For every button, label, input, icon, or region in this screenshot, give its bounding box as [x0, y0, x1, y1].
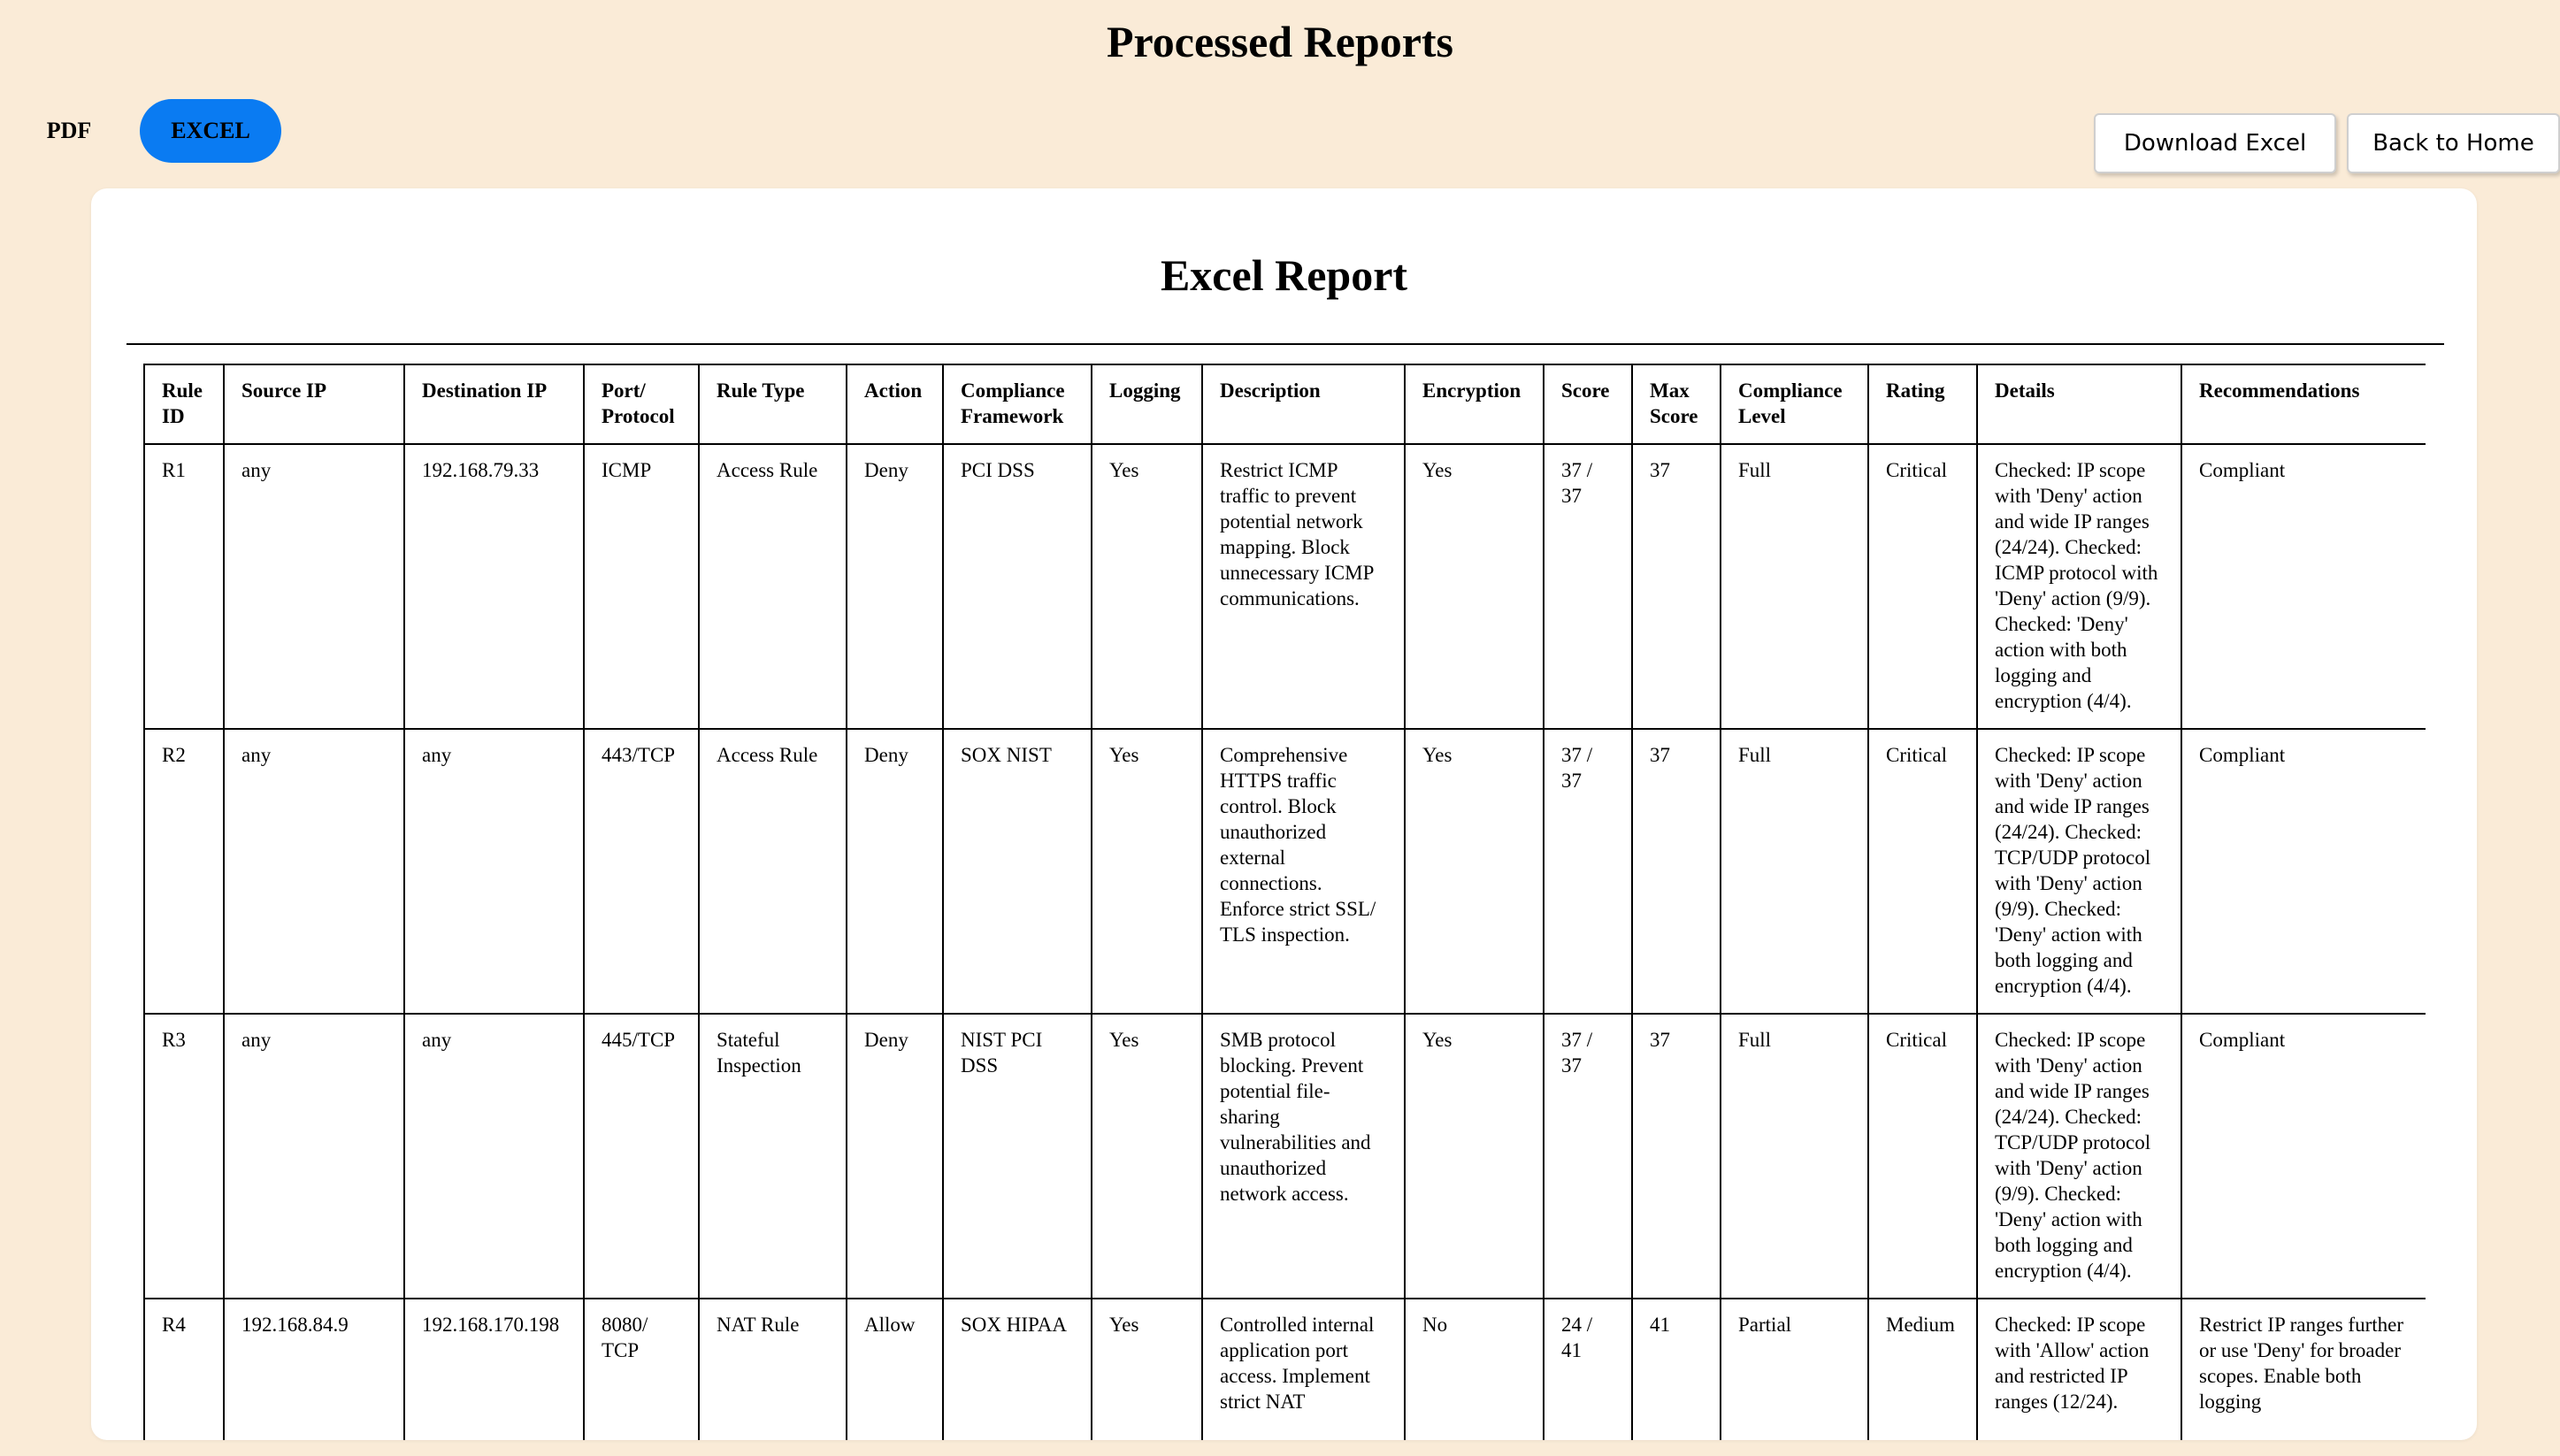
table-cell: Restrict IP ranges further or use 'Deny' for broader scopes. Enable both logging [2181, 1299, 2426, 1440]
heading-divider [126, 343, 2444, 345]
table-cell: ICMP [584, 444, 699, 729]
column-header: Max Score [1632, 364, 1721, 444]
table-cell: Restrict ICMP traffic to prevent potential network mapping. Block unnecessary ICMP communications. [1202, 444, 1405, 729]
back-to-home-button[interactable]: Back to Home [2347, 113, 2560, 173]
table-cell: any [224, 444, 404, 729]
table-cell: 37 [1632, 1014, 1721, 1299]
column-header: Rating [1868, 364, 1977, 444]
table-cell: Yes [1092, 1299, 1202, 1440]
table-cell: 37 / 37 [1544, 444, 1632, 729]
table-cell: Yes [1092, 1014, 1202, 1299]
tab-pdf[interactable]: PDF [46, 118, 92, 143]
table-cell: Compliant [2181, 1014, 2426, 1299]
table-cell: Access Rule [699, 444, 847, 729]
table-row [144, 729, 2426, 1014]
column-header: Port/ Protocol [584, 364, 699, 444]
table-cell: 445/TCP [584, 1014, 699, 1299]
table-cell: R4 [144, 1299, 224, 1440]
report-table-container[interactable] [143, 364, 2426, 1440]
table-cell: Checked: IP scope with 'Deny' action and wide IP ranges (24/24). Checked: ICMP protocol with 'Deny' action (9/9). Checked: 'Deny' action with both logging and encryption (4/4). [1977, 444, 2181, 729]
table-cell: Compliant [2181, 444, 2426, 729]
table-cell: any [404, 1014, 584, 1299]
table-cell: NAT Rule [699, 1299, 847, 1440]
table-cell: Checked: IP scope with 'Deny' action and wide IP ranges (24/24). Checked: TCP/UDP protocol with 'Deny' action (9/9). Checked: 'Deny' action with both logging and encryption (4/4). [1977, 729, 2181, 1014]
column-header: Action [847, 364, 943, 444]
table-cell: Checked: IP scope with 'Deny' action and wide IP ranges (24/24). Checked: TCP/UDP protocol with 'Deny' action (9/9). Checked: 'Deny' action with both logging and encryption (4/4). [1977, 1014, 2181, 1299]
report-table [143, 364, 2426, 1440]
column-header: Score [1544, 364, 1632, 444]
table-cell: Medium [1868, 1299, 1977, 1440]
table-cell: any [404, 729, 584, 1014]
table-cell: 37 / 37 [1544, 1014, 1632, 1299]
tab-excel[interactable]: EXCEL [140, 99, 281, 163]
table-cell: 37 [1632, 444, 1721, 729]
table-cell: Compliant [2181, 729, 2426, 1014]
table-cell: Full [1721, 729, 1868, 1014]
table-cell: Deny [847, 1014, 943, 1299]
table-cell: SOX NIST [943, 729, 1092, 1014]
table-cell: 37 / 37 [1544, 729, 1632, 1014]
table-cell: Access Rule [699, 729, 847, 1014]
table-cell: Full [1721, 444, 1868, 729]
table-cell: Checked: IP scope with 'Allow' action and restricted IP ranges (12/24). [1977, 1299, 2181, 1440]
table-cell: Controlled internal application port access. Implement strict NAT [1202, 1299, 1405, 1440]
table-cell: NIST PCI DSS [943, 1014, 1092, 1299]
table-cell: 192.168.84.9 [224, 1299, 404, 1440]
table-cell: Allow [847, 1299, 943, 1440]
column-header: Description [1202, 364, 1405, 444]
table-cell: SMB protocol blocking. Prevent potential file-sharing vulnerabilities and unauthorized network access. [1202, 1014, 1405, 1299]
table-cell: R3 [144, 1014, 224, 1299]
table-body [144, 444, 2426, 1440]
table-cell: Critical [1868, 444, 1977, 729]
table-cell: Critical [1868, 729, 1977, 1014]
column-header: Encryption [1405, 364, 1544, 444]
table-cell: SOX HIPAA [943, 1299, 1092, 1440]
table-cell: 192.168.170.198 [404, 1299, 584, 1440]
column-header: Details [1977, 364, 2181, 444]
table-cell: 41 [1632, 1299, 1721, 1440]
table-cell: 192.168.79.33 [404, 444, 584, 729]
column-header: Rule ID [144, 364, 224, 444]
table-cell: Yes [1092, 729, 1202, 1014]
column-header: Rule Type [699, 364, 847, 444]
table-cell: Deny [847, 444, 943, 729]
table-cell: any [224, 1014, 404, 1299]
table-cell: Yes [1092, 444, 1202, 729]
table-cell: Partial [1721, 1299, 1868, 1440]
report-heading: Excel Report [1160, 250, 1408, 300]
table-cell: 24 / 41 [1544, 1299, 1632, 1440]
table-cell: Yes [1405, 1014, 1544, 1299]
table-cell: PCI DSS [943, 444, 1092, 729]
report-card [91, 188, 2477, 1440]
column-header: Compliance Level [1721, 364, 1868, 444]
table-cell: R2 [144, 729, 224, 1014]
column-header: Compliance Framework [943, 364, 1092, 444]
table-cell: Stateful Inspection [699, 1014, 847, 1299]
table-cell: Deny [847, 729, 943, 1014]
table-row [144, 444, 2426, 729]
table-cell: No [1405, 1299, 1544, 1440]
column-header: Logging [1092, 364, 1202, 444]
column-header: Recommendations [2181, 364, 2426, 444]
table-cell: Comprehensive HTTPS traffic control. Block unauthorized external connections. Enforce strict SSL/ TLS inspection. [1202, 729, 1405, 1014]
table-row [144, 1299, 2426, 1440]
table-cell: Full [1721, 1014, 1868, 1299]
table-cell: Yes [1405, 729, 1544, 1014]
download-excel-button[interactable]: Download Excel [2094, 113, 2336, 173]
table-cell: any [224, 729, 404, 1014]
table-cell: Yes [1405, 444, 1544, 729]
column-header: Destination IP [404, 364, 584, 444]
column-header: Source IP [224, 364, 404, 444]
table-row [144, 1014, 2426, 1299]
table-header-row [144, 364, 2426, 444]
table-cell: Critical [1868, 1014, 1977, 1299]
table-cell: R1 [144, 444, 224, 729]
table-cell: 8080/ TCP [584, 1299, 699, 1440]
table-cell: 37 [1632, 729, 1721, 1014]
page-title: Processed Reports [1106, 17, 1454, 66]
table-cell: 443/TCP [584, 729, 699, 1014]
